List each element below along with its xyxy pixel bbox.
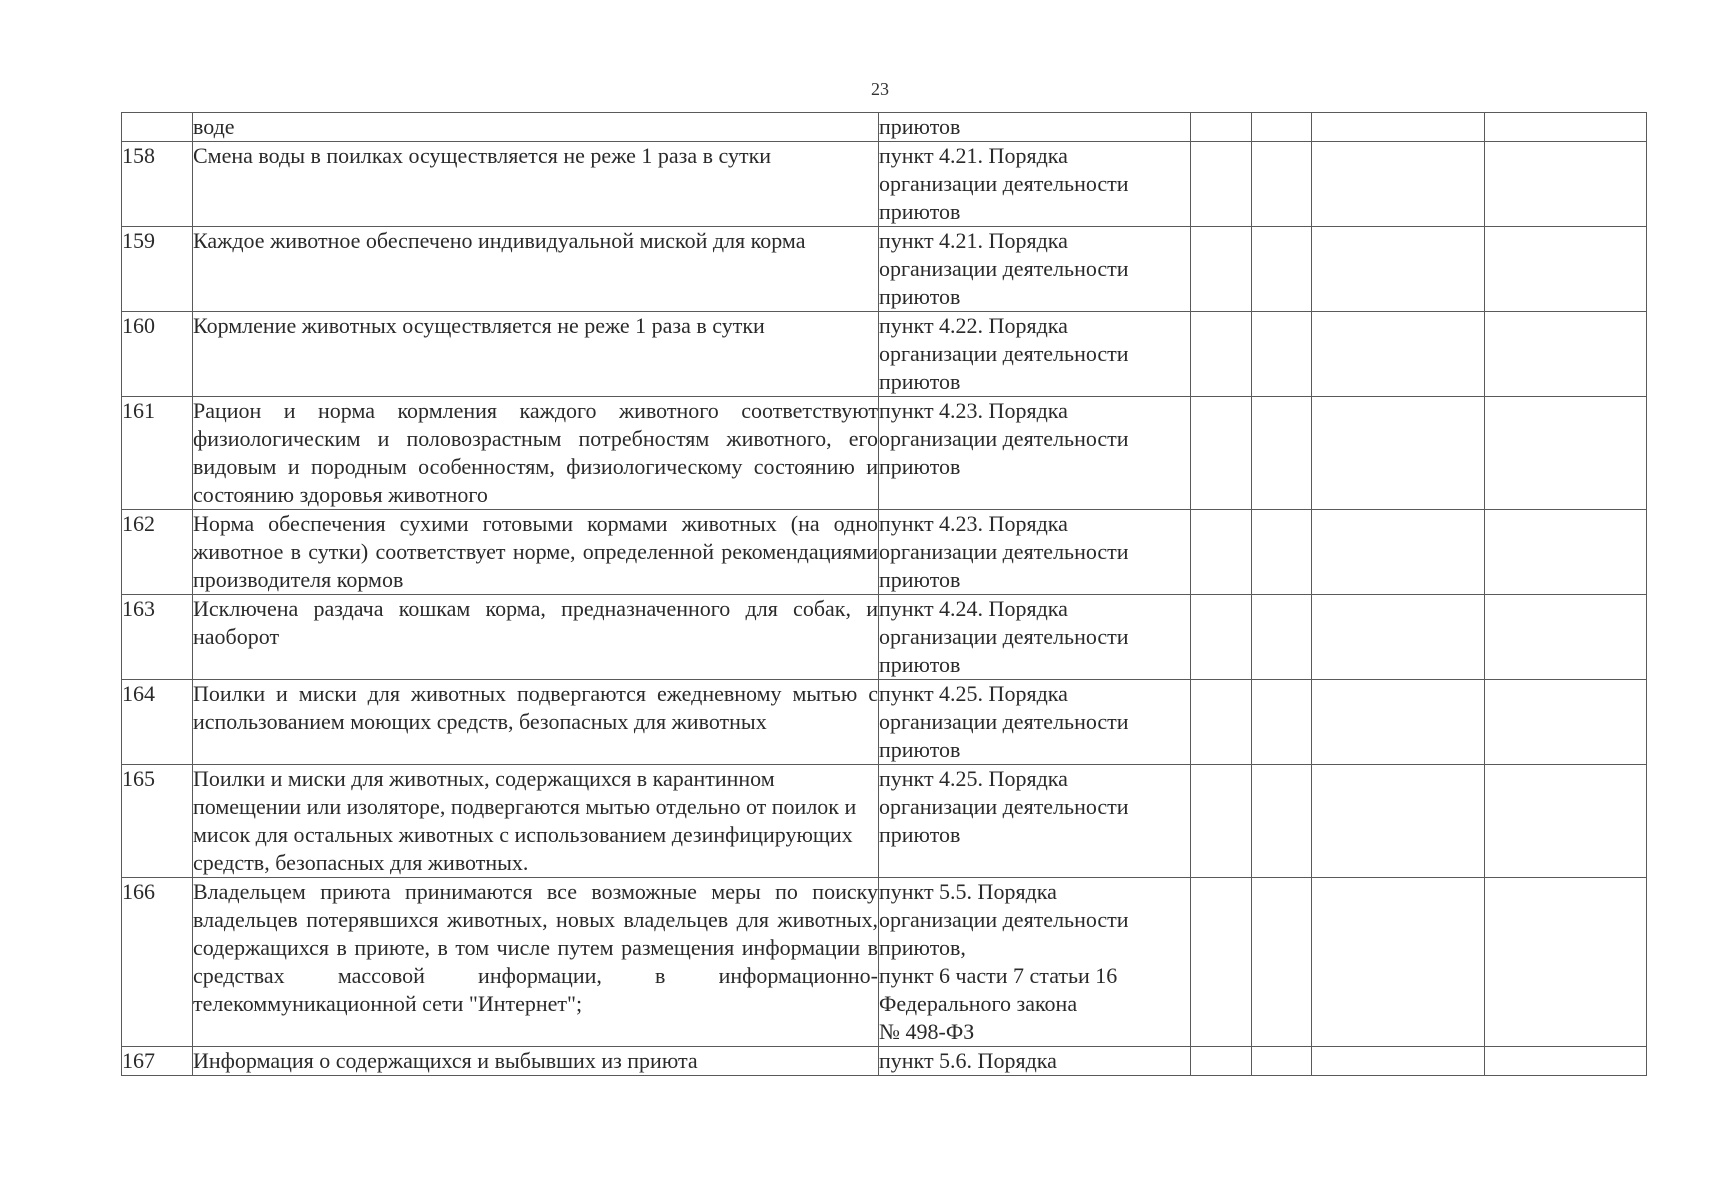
answer-cell (1191, 312, 1252, 397)
answer-cell (1312, 227, 1485, 312)
row-number: 159 (122, 227, 193, 312)
reference-line: организации деятельности (879, 171, 1129, 196)
answer-cell (1191, 765, 1252, 878)
answer-cell (1252, 680, 1312, 765)
legal-reference (879, 312, 1191, 397)
requirement-text: Поилки и миски для животных подвергаются ежедневному мытью с использованием моющих средств, безопасных для животных (193, 680, 879, 765)
answer-cell (1312, 595, 1485, 680)
answer-cell (1312, 113, 1485, 142)
reference-line: приютов (879, 652, 961, 677)
answer-cell (1312, 142, 1485, 227)
reference-line: приютов (879, 454, 961, 479)
answer-cell (1312, 680, 1485, 765)
legal-reference (879, 113, 1191, 142)
table-row (122, 312, 1647, 397)
reference-line: пункт 4.21. Порядка (879, 228, 1068, 253)
reference-line: организации деятельности (879, 624, 1129, 649)
answer-cell (1191, 1047, 1252, 1076)
answer-cell (1252, 227, 1312, 312)
reference-line: приютов (879, 199, 961, 224)
answer-cell (1312, 765, 1485, 878)
answer-cell (1191, 595, 1252, 680)
reference-line: № 498-ФЗ (879, 1019, 975, 1044)
legal-reference (879, 510, 1191, 595)
requirement-text: Кормление животных осуществляется не реже 1 раза в сутки (193, 312, 879, 397)
reference-line: организации деятельности (879, 341, 1129, 366)
reference-line: приютов (879, 737, 961, 762)
answer-cell (1191, 878, 1252, 1047)
legal-reference (879, 227, 1191, 312)
answer-cell (1252, 1047, 1312, 1076)
note-cell (1485, 510, 1647, 595)
answer-cell (1252, 142, 1312, 227)
answer-cell (1312, 510, 1485, 595)
reference-line: приютов (879, 822, 961, 847)
legal-reference (879, 680, 1191, 765)
table-row (122, 510, 1647, 595)
answer-cell (1191, 680, 1252, 765)
reference-line: пункт 4.21. Порядка (879, 143, 1068, 168)
reference-line: пункт 5.6. Порядка (879, 1048, 1057, 1073)
reference-line: приютов (879, 284, 961, 309)
row-number (122, 113, 193, 142)
reference-line: пункт 6 части 7 статьи 16 (879, 963, 1118, 988)
answer-cell (1252, 397, 1312, 510)
answer-cell (1312, 312, 1485, 397)
answer-cell (1191, 227, 1252, 312)
reference-line: организации деятельности (879, 539, 1129, 564)
reference-line: приютов (879, 114, 961, 139)
answer-cell (1252, 510, 1312, 595)
answer-cell (1191, 510, 1252, 595)
legal-reference (879, 1047, 1191, 1076)
answer-cell (1252, 113, 1312, 142)
row-number: 167 (122, 1047, 193, 1076)
row-number: 161 (122, 397, 193, 510)
note-cell (1485, 113, 1647, 142)
reference-line: организации деятельности (879, 426, 1129, 451)
reference-line: пункт 4.24. Порядка (879, 596, 1068, 621)
note-cell (1485, 1047, 1647, 1076)
answer-cell (1191, 142, 1252, 227)
legal-reference (879, 397, 1191, 510)
legal-reference (879, 595, 1191, 680)
note-cell (1485, 397, 1647, 510)
answer-cell (1191, 113, 1252, 142)
row-number: 160 (122, 312, 193, 397)
reference-line: приютов, (879, 935, 966, 960)
answer-cell (1252, 595, 1312, 680)
requirement-text: воде (193, 113, 879, 142)
reference-line: организации деятельности (879, 907, 1129, 932)
requirement-text: Информация о содержащихся и выбывших из приюта (193, 1047, 879, 1076)
table-row (122, 142, 1647, 227)
legal-reference (879, 142, 1191, 227)
row-number: 166 (122, 878, 193, 1047)
note-cell (1485, 312, 1647, 397)
note-cell (1485, 878, 1647, 1047)
reference-line: пункт 4.25. Порядка (879, 766, 1068, 791)
reference-line: организации деятельности (879, 256, 1129, 281)
answer-cell (1312, 397, 1485, 510)
requirement-text: Каждое животное обеспечено индивидуальной миской для корма (193, 227, 879, 312)
note-cell (1485, 765, 1647, 878)
reference-line: пункт 5.5. Порядка (879, 879, 1057, 904)
note-cell (1485, 227, 1647, 312)
row-number: 164 (122, 680, 193, 765)
row-number: 158 (122, 142, 193, 227)
requirement-text: Владельцем приюта принимаются все возможные меры по поиску владельцев потерявшихся животных, новых владельцев для животных, содержащихся в приюте, в том числе путем размещения информации в средствах массовой информации, в информационно-телекоммуникационной сети "Интернет"; (193, 878, 879, 1047)
requirement-text: Смена воды в поилках осуществляется не реже 1 раза в сутки (193, 142, 879, 227)
table-row (122, 227, 1647, 312)
answer-cell (1312, 878, 1485, 1047)
table-row (122, 1047, 1647, 1076)
reference-line: приютов (879, 567, 961, 592)
reference-line: организации деятельности (879, 794, 1129, 819)
answer-cell (1252, 765, 1312, 878)
table-row (122, 397, 1647, 510)
table-row (122, 680, 1647, 765)
table-row (122, 878, 1647, 1047)
answer-cell (1252, 312, 1312, 397)
reference-line: пункт 4.22. Порядка (879, 313, 1068, 338)
reference-line: пункт 4.23. Порядка (879, 398, 1068, 423)
row-number: 165 (122, 765, 193, 878)
table-row (122, 765, 1647, 878)
row-number: 162 (122, 510, 193, 595)
reference-line: пункт 4.25. Порядка (879, 681, 1068, 706)
note-cell (1485, 595, 1647, 680)
note-cell (1485, 142, 1647, 227)
table-row (122, 595, 1647, 680)
legal-reference (879, 878, 1191, 1047)
answer-cell (1252, 878, 1312, 1047)
requirement-text: Поилки и миски для животных, содержащихся в карантинном помещении или изоляторе, подвергаются мытью отдельно от поилок и мисок для остальных животных с использованием дезинфицирующих средств, безопасных для животных. (193, 765, 879, 878)
checklist-table (121, 112, 1647, 1076)
requirement-text: Рацион и норма кормления каждого животного соответствуют физиологическим и половозрастным потребностям животного, его видовым и породным особенностям, физиологическому состоянию и состоянию здоровья животного (193, 397, 879, 510)
reference-line: приютов (879, 369, 961, 394)
table-row (122, 113, 1647, 142)
note-cell (1485, 680, 1647, 765)
page-number: 23 (871, 79, 889, 99)
row-number: 163 (122, 595, 193, 680)
requirement-text: Исключена раздача кошкам корма, предназначенного для собак, и наоборот (193, 595, 879, 680)
answer-cell (1312, 1047, 1485, 1076)
requirement-text: Норма обеспечения сухими готовыми кормами животных (на одно животное в сутки) соответствует норме, определенной рекомендациями производителя кормов (193, 510, 879, 595)
answer-cell (1191, 397, 1252, 510)
reference-line: организации деятельности (879, 709, 1129, 734)
legal-reference (879, 765, 1191, 878)
reference-line: пункт 4.23. Порядка (879, 511, 1068, 536)
reference-line: Федерального закона (879, 991, 1078, 1016)
